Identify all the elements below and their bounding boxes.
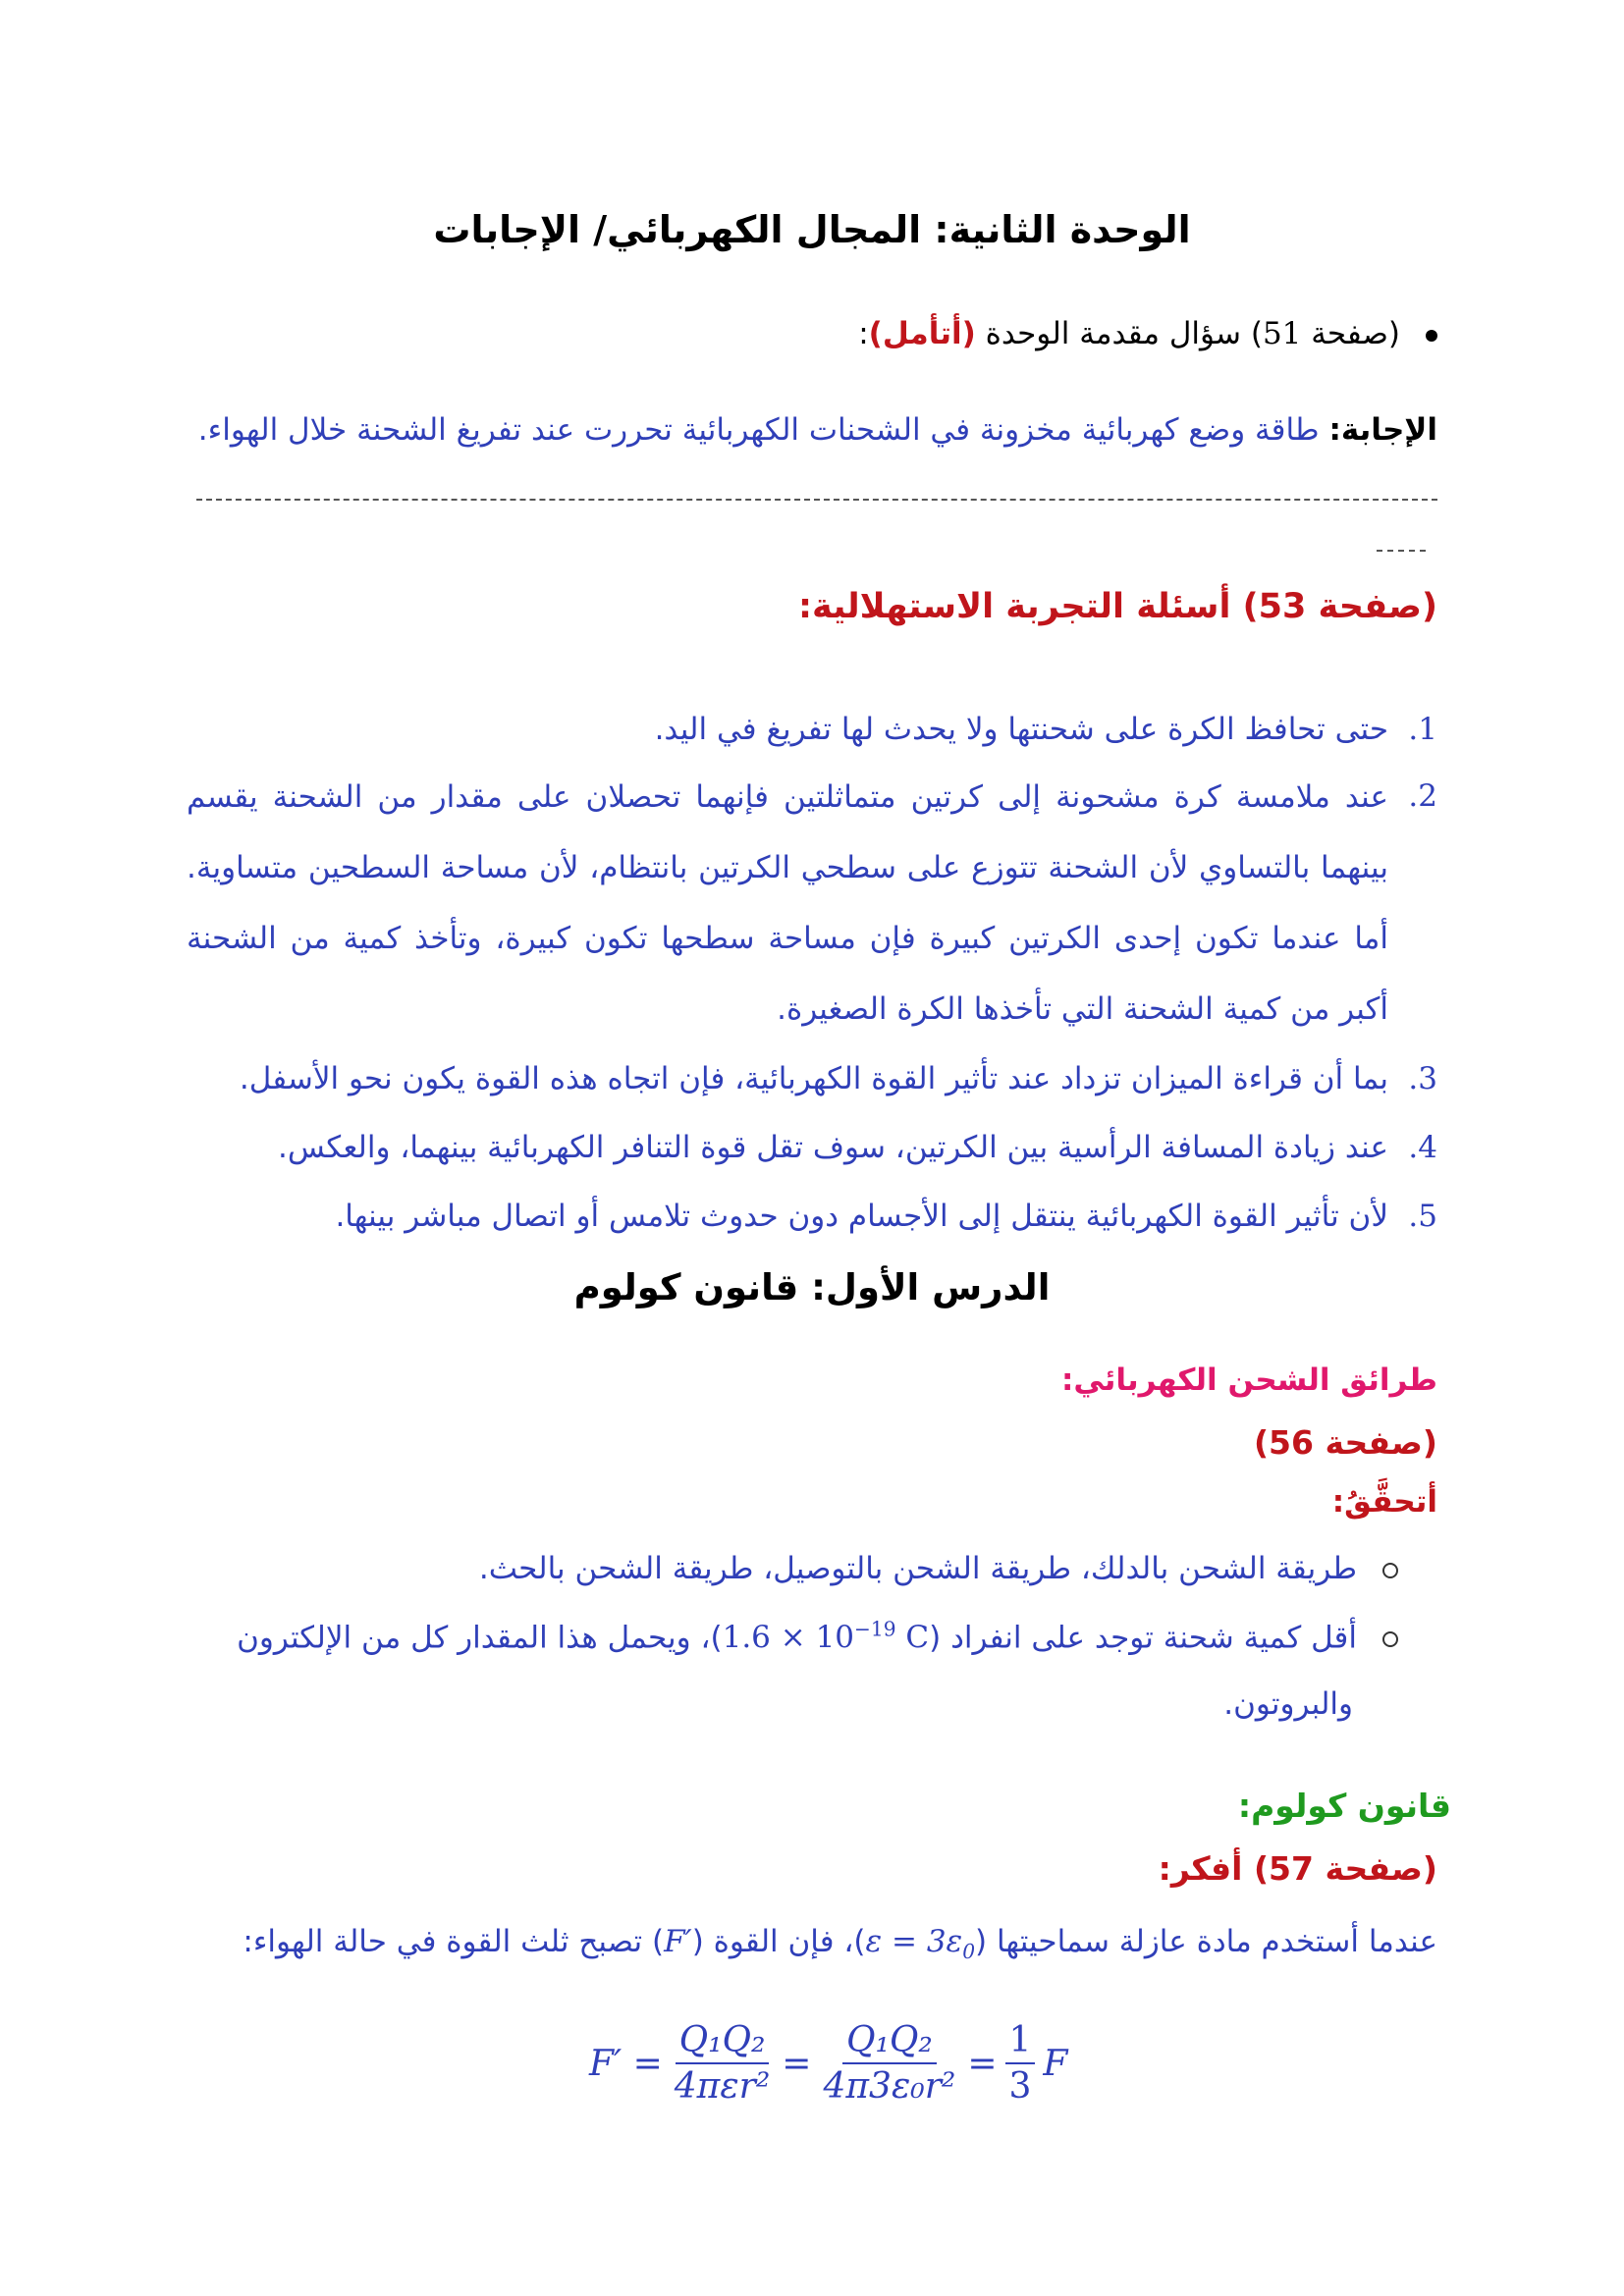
epsilon-expression: $\varepsilon = 3\varepsilon_0$ <box>865 1924 976 1964</box>
force-symbol: F′ <box>664 1924 692 1959</box>
dashed-divider <box>196 499 1437 504</box>
section-page-53: (صفحة 53) أسئلة التجربة الاستهلالية: <box>797 587 1437 626</box>
circle-bullet-icon <box>1382 1631 1398 1647</box>
think-heading: (صفحة 57) أفكر: <box>1158 1849 1437 1888</box>
q1-mid: ) سؤال مقدمة الوحدة <box>975 316 1263 351</box>
experiment-answers-list <box>187 695 1437 1251</box>
q1-suffix: : <box>858 316 869 351</box>
check-item-1: طريقة الشحن بالدلك، طريقة الشحن بالتوصيل، طريقة الشحن بالحث. <box>187 1551 1398 1586</box>
check-item-2: أقل كمية شحنة توجد على انفراد ($1.6 \times 10^{-19}$ C)، ويحمل هذا المقدار كل من الإلكترون <box>236 1618 1398 1655</box>
coulomb-law-heading: قانون كولوم: <box>1237 1787 1451 1825</box>
q1-highlight: (أتأمل) <box>868 316 976 351</box>
page-title: الوحدة الثانية: المجال الكهربائي/ الإجابات <box>433 208 1191 251</box>
list-item: 4. عند زيادة المسافة الرأسية بين الكرتين، سوف تقل قوة التنافر الكهربائية بينهما، والعكس. <box>277 1130 1437 1165</box>
q1-prefix: (صفحة <box>1301 316 1400 351</box>
charging-methods-heading: طرائق الشحن الكهربائي: <box>1060 1362 1437 1398</box>
check-heading: أتحقَّقُ: <box>1331 1484 1437 1520</box>
sublist <box>187 1044 1437 1251</box>
list-item: 1. حتى تحافظ الكرة على شحنتها ولا يحدث لها تفريغ في اليد. <box>654 712 1437 747</box>
answer-51 <box>187 412 1437 448</box>
lesson-title: الدرس الأول: قانون كولوم <box>573 1266 1051 1308</box>
circle-bullet-icon <box>1382 1563 1398 1578</box>
equation-lhs: F′ = <box>589 2043 663 2084</box>
question-51 <box>187 316 1437 351</box>
fraction-3: $\frac{1}{3}$ <box>1005 2020 1036 2107</box>
q1-page: 51 <box>1262 316 1302 351</box>
answer-label: الإجابة: <box>1328 412 1437 448</box>
list-item: 2. عند ملامسة كرة مشحونة إلى كرتين متماثلتين فإنهما تحصلان على مقدار من الشحنة يقسم بينهما بالتساوي لأن الشحنة تتوزع على سطحي الكرتين بانتظام، لأن مساحة السطحين متساوية. أما عندما تكون إحدى الكرتين كبيرة فإن مساحة سطحها تكون كبيرة، وتأخذ كمية من الشحنة أكبر من كمية الشحنة التي تأخذها الكرة الصغيرة. <box>187 778 1437 1027</box>
fraction-1: $\frac{\text{Q₁Q₂}}{\text{4πεr²}}$ <box>674 2020 771 2107</box>
equals-sign: = <box>782 2043 812 2084</box>
answer-text: طاقة وضع كهربائية مخزونة في الشحنات الكهربائية تحررت عند تفريغ الشحنة خلال الهواء. <box>197 412 1329 448</box>
bullet-icon <box>1426 330 1437 342</box>
charge-value: $1.6 \times 10^{-19}$ C <box>722 1618 930 1656</box>
dashed-divider-tail <box>1377 550 1426 552</box>
check-item-2-line2: والبروتون. <box>1223 1686 1353 1722</box>
list-item: 5. لأن تأثير القوة الكهربائية ينتقل إلى الأجسام دون حدوث تلامس أو اتصال مباشر بينها. <box>335 1199 1437 1234</box>
think-text: عندما أستخدم مادة عازلة سماحيتها $(\varepsilon = 3\varepsilon_0)،$ فإن القوة (F′) تصبح ثلث القوة في حالة الهواء: <box>243 1924 1437 1964</box>
fraction-2: $\frac{\text{Q₁Q₂}}{\text{4π3ε₀r²}}$ <box>823 2020 956 2107</box>
equation-rhs: F <box>1043 2043 1068 2084</box>
equals-sign: = <box>967 2043 998 2084</box>
coulomb-equation <box>589 2020 1067 2107</box>
list-item: 3. بما أن قراءة الميزان تزداد عند تأثير القوة الكهربائية، فإن اتجاه هذه القوة يكون نحو الأسفل. <box>239 1061 1437 1096</box>
page-56-heading: (صفحة 56) <box>1253 1423 1437 1462</box>
